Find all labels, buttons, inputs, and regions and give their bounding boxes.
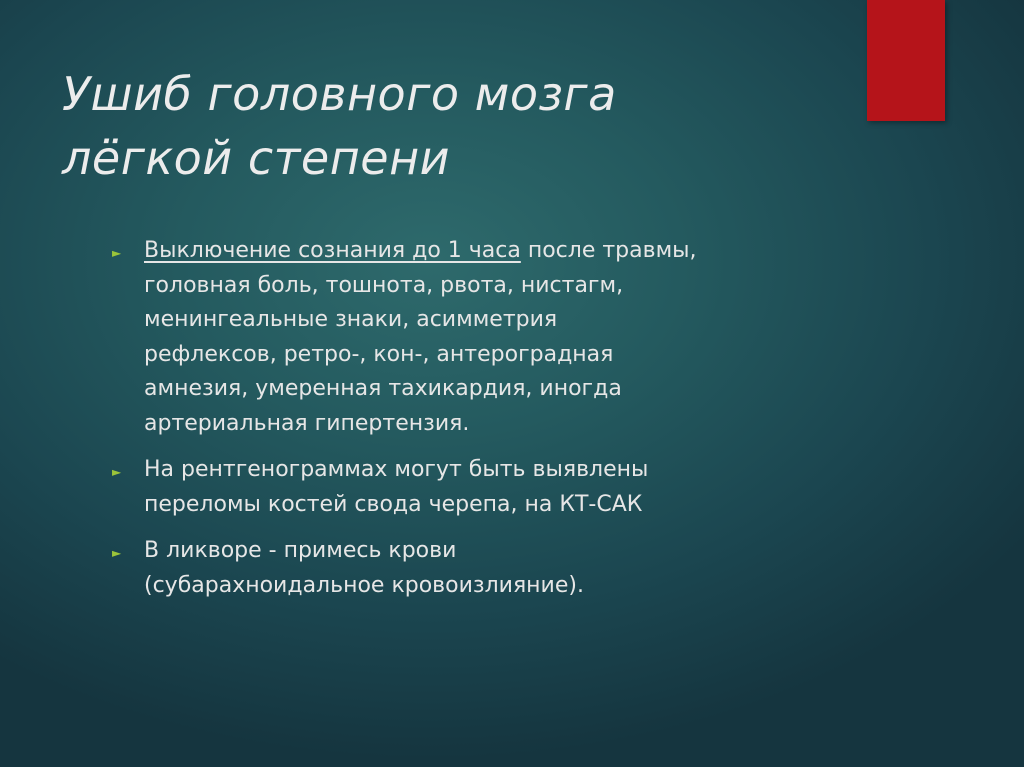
bullet-arrow-icon: ►	[112, 465, 122, 479]
bullet-line: На рентгенограммах могут быть выявлены	[144, 457, 649, 482]
bullet-line: головная боль, тошнота, рвота, нистагм,	[144, 272, 624, 298]
bullet-line: В ликворе - примесь крови	[144, 538, 457, 563]
underlined-lead: Выключение сознания до 1 часа	[144, 238, 521, 263]
bullet-item-consciousness	[112, 234, 852, 441]
title-line-2: лёгкой степени	[62, 131, 451, 185]
title-line-1: Ушиб головного мозга	[62, 67, 617, 121]
bullet-line	[144, 234, 852, 269]
bullet-text: после травмы,	[520, 238, 697, 263]
bullet-line: рефлексов, ретро-, кон-, антероградная	[144, 341, 614, 367]
slide-title	[62, 62, 852, 190]
bullet-line: переломы костей свода черепа, на КТ-САК	[144, 491, 643, 517]
bullet-line: менингеальные знаки, асимметрия	[144, 307, 558, 332]
bullet-line: артериальная гипертензия.	[144, 410, 470, 436]
accent-block	[867, 0, 945, 121]
bullet-item-liquor	[112, 534, 852, 603]
bullet-list	[112, 234, 852, 615]
bullet-line: (субарахноидальное кровоизлияние).	[144, 572, 584, 598]
bullet-arrow-icon: ►	[112, 546, 122, 560]
bullet-item-xray	[112, 453, 852, 522]
bullet-arrow-icon: ►	[112, 246, 122, 260]
bullet-line: амнезия, умеренная тахикардия, иногда	[144, 376, 622, 401]
